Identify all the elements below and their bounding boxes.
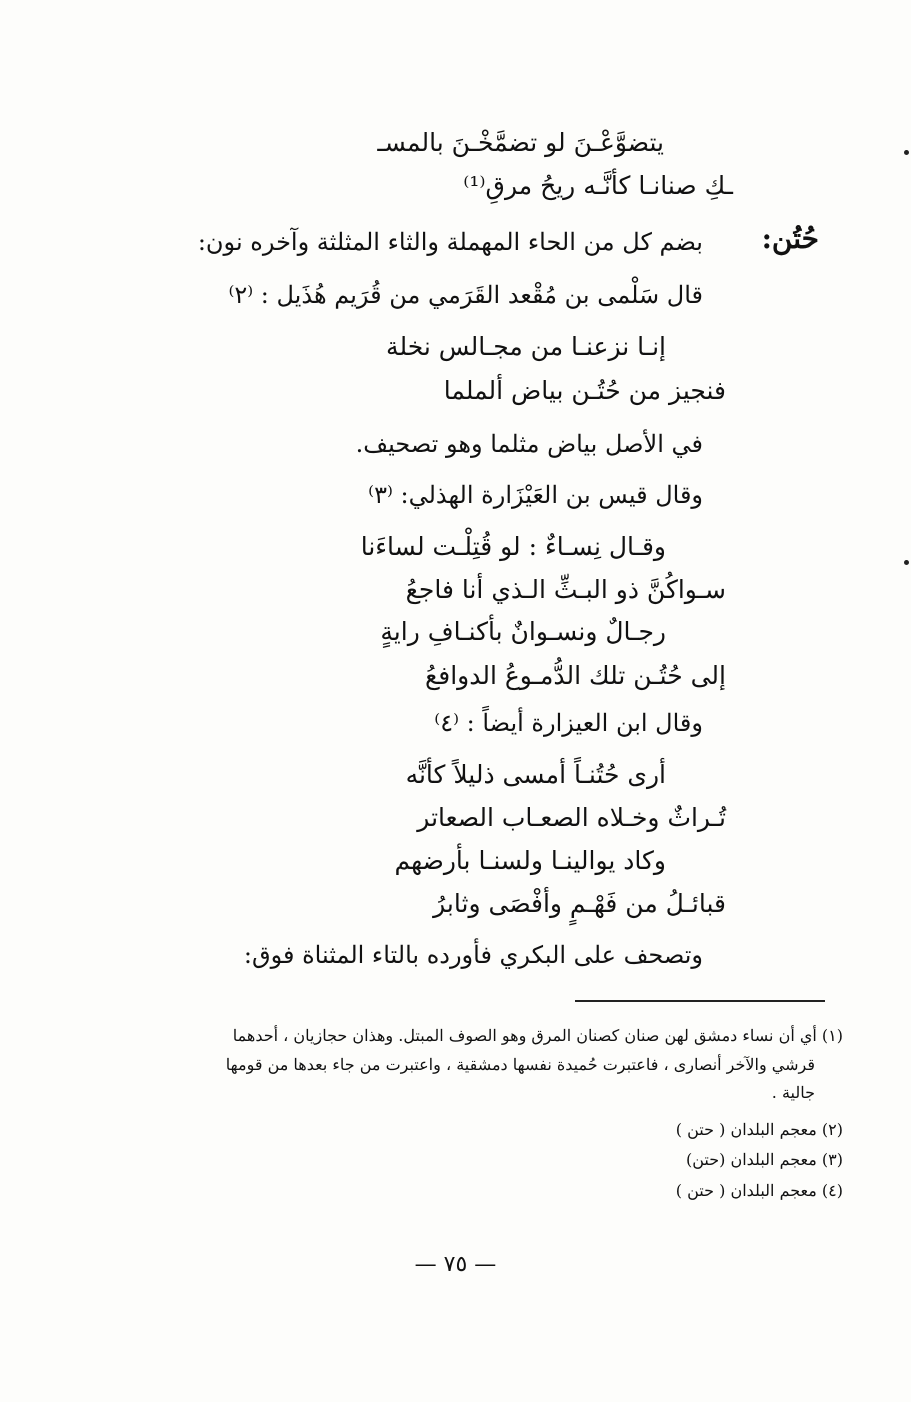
footnote: (٣) معجم البلدان (حتن) — [685, 1150, 843, 1169]
footnote: قرشي والآخر أنصارى ، فاعتبرت حُميدة نفسها دمشقية ، واعتبرت من جاء بعدها من قومها — [225, 1055, 815, 1074]
verse-line: يتضوَّعْـنَ لو تضمَّخْـنَ بالمسـ — [377, 128, 664, 157]
text-line: في الأصل بياض مثلما وهو تصحيف. — [355, 430, 703, 458]
verse-line: وكاد يوالينـا ولسنـا بأرضهم — [394, 846, 666, 875]
footnote: (١) أي أن نساء دمشق لهن صنان كصنان المرق وهو الصوف المبتل. وهذان حجازيان ، أحدهما — [232, 1026, 843, 1045]
verse-line: إلى حُتُـن تلك الدُّمـوعُ الدوافعُ — [424, 661, 726, 690]
headword: حُتُن: — [761, 222, 819, 255]
footnote: جالية . — [771, 1083, 815, 1102]
verse-line: قبائـلُ من فَهْـمٍ وأفْصَى وثابرُ — [433, 889, 726, 918]
margin-dot — [904, 150, 909, 155]
verse-line: رجـالٌ ونسـوانٌ بأكنـافِ رايةٍ — [380, 617, 666, 646]
text-line: وتصحف على البكري فأورده بالتاء المثناة فوق: — [243, 941, 703, 969]
page-number: — ٧٥ — — [414, 1252, 497, 1277]
quote-intro: وقال قيس بن العَيْزَارة الهذلي: ⁽٣⁾ — [368, 481, 703, 509]
verse-line: وقـال نِسـاءٌ : لو قُتِلْـت لساءَنا — [360, 532, 666, 561]
quote-intro: قال سَلْمى بن مُقْعد القَرَمي من قُرَيم هُذَيل : ⁽٢⁾ — [228, 281, 703, 309]
verse-line: إنـا نزعنـا من مجـالس نخلة — [386, 332, 666, 361]
definition-line: بضم كل من الحاء المهملة والثاء المثلثة وآخره نون: — [197, 228, 703, 256]
margin-dot — [904, 560, 909, 565]
quote-intro: وقال ابن العيزارة أيضاً : ⁽٤⁾ — [434, 709, 703, 737]
footnote-rule — [575, 1000, 825, 1002]
verse-line: سـواكُنَّ ذو البـثِّ الـذي أنا فاجعُ — [405, 575, 726, 604]
footnote: (٤) معجم البلدان ( حتن ) — [675, 1181, 843, 1200]
footnote: (٢) معجم البلدان ( حتن ) — [675, 1120, 843, 1139]
verse-line: فنجيز من حُتُـن بياض ألملما — [443, 376, 726, 405]
verse-line: تُـراثٌ وخـلاه الصعـاب الصعاتر — [417, 803, 726, 832]
verse-line: أرى حُتُنـاً أمسى ذليلاً كأنَّه — [405, 760, 666, 789]
verse-line: ـكِ صنانـا كأنَّـه ريحُ مرقِ⁽¹⁾ — [463, 171, 733, 200]
